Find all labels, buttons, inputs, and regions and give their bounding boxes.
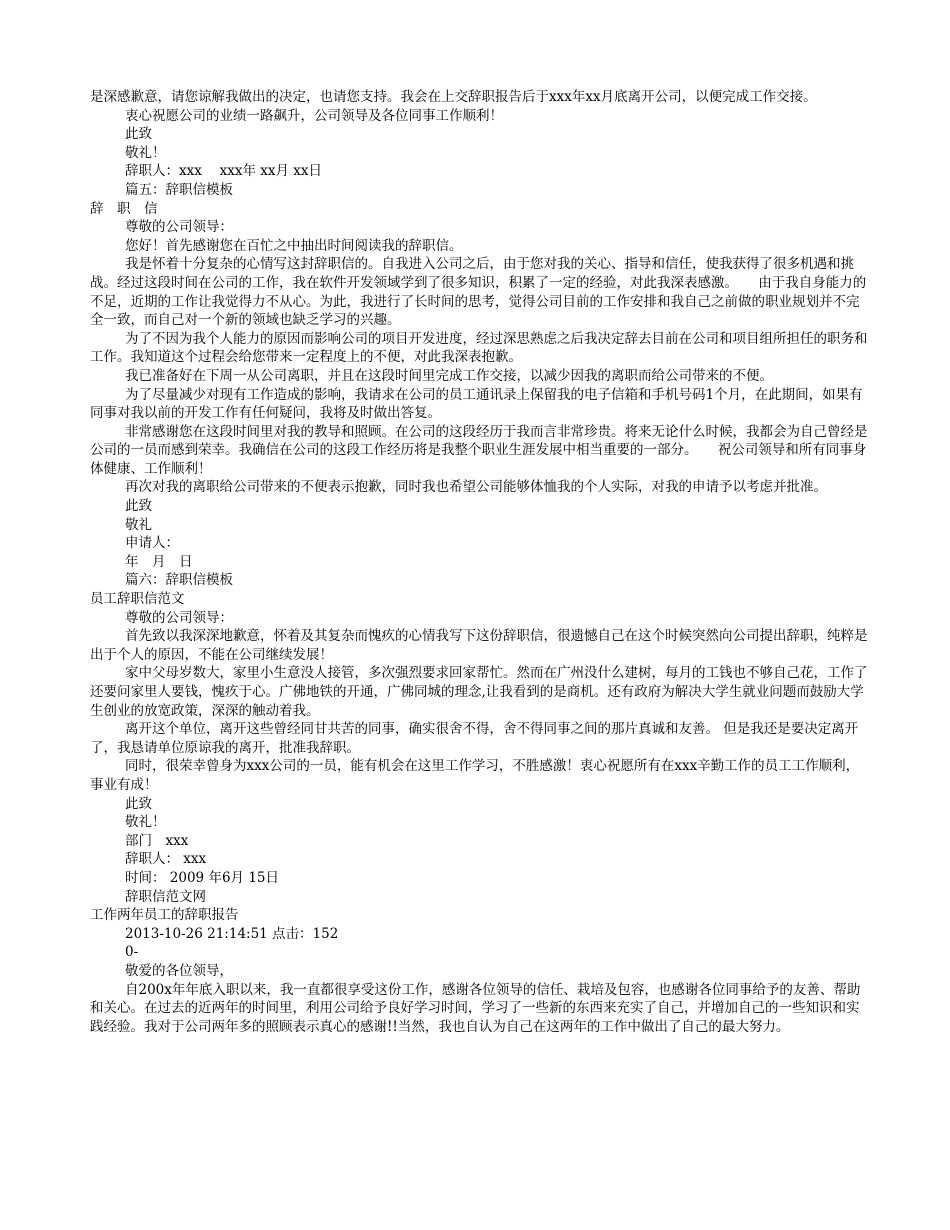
- paragraph: 工作两年员工的辞职报告: [90, 907, 239, 924]
- paragraph: 员工辞职信范文: [90, 591, 185, 608]
- paragraph: 申请人：: [125, 535, 179, 552]
- paragraph: 再次对我的离职给公司带来的不便表示抱歉，同时我也希望公司能够体恤我的个人实际，对我的申请予以考虑并批准。: [125, 479, 827, 496]
- paragraph: 为了尽量减少对现有工作造成的影响，我请求在公司的员工通讯录上保留我的电子信箱和手机号码1个月，在此期间，如果有同事对我以前的开发工作有任何疑问，我将及时做出答复。: [90, 386, 863, 422]
- paragraph: 辞 职 信: [90, 200, 158, 217]
- paragraph: 我是怀着十分复杂的心情写这封辞职信的。自我进入公司之后，由于您对我的关心、指导和信任，使我获得了很多机遇和挑战。经过这段时间在公司的工作，我在软件开发领域学到了很多知识，积累了一定的经验，对此我深表感激。 由于我自身能力的不足，近期的工作让我觉得力不从心。为此，我进行了长时间的思考，觉得公司目前的工作安排和我自己之前做的职业规划并不完全一致，而自己对一个新的领域也缺乏学习的兴趣。: [90, 256, 867, 329]
- paragraph: 我已准备好在下周一从公司离职，并且在这段时间里完成工作交接，以减少因我的离职而给公司带来的不便。: [125, 367, 773, 384]
- paragraph: 是深感歉意，请您谅解我做出的决定，也请您支持。我会在上交辞职报告后于xxx年xx月底离开公司，以便完成工作交接。: [90, 89, 817, 105]
- paragraph: 0-: [125, 944, 139, 961]
- paragraph: 首先致以我深深地歉意，怀着及其复杂而愧疚的心情我写下这份辞职信，很遗憾自己在这个时候突然向公司提出辞职，纯粹是出于个人的原因，不能在公司继续发展！: [90, 628, 868, 663]
- document-body: [90, 88, 870, 1036]
- paragraph: 辞职信范文网: [125, 888, 206, 905]
- paragraph: 年 月 日: [125, 553, 193, 570]
- paragraph: 敬礼: [125, 516, 152, 533]
- paragraph: 尊敬的公司领导：: [125, 609, 233, 626]
- paragraph: 篇五：辞职信模板: [125, 181, 233, 198]
- paragraph: 尊敬的公司领导：: [125, 219, 233, 236]
- paragraph: 此致: [125, 498, 152, 515]
- paragraph: 敬爱的各位领导，: [125, 962, 233, 979]
- paragraph: 自200x年年底入职以来，我一直都很享受这份工作，感谢各位领导的信任、栽培及包容，也感谢各位同事给予的友善、帮助和关心。在过去的近两年的时间里，利用公司给予良好学习时间，学习了一些新的东西来充实了自己，并增加自己的一些知识和实践经验。我对于公司两年多的照顾表示真心的感谢!!当然，我也自认为自己在这两年的工作中做出了自己的最大努力。: [90, 981, 861, 1035]
- paragraph: 此致: [125, 126, 152, 143]
- paragraph: 辞职人：xxx xxx年 xx月 xx日: [125, 163, 323, 180]
- paragraph: 您好！首先感谢您在百忙之中抽出时间阅读我的辞职信。: [125, 237, 463, 254]
- paragraph: 敬礼！: [125, 144, 166, 161]
- paragraph: 篇六：辞职信模板: [125, 572, 233, 589]
- paragraph: 为了不因为我个人能力的原因而影响公司的项目开发进度，经过深思熟虑之后我决定辞去目前在公司和项目组所担任的职务和工作。我知道这个过程会给您带来一定程度上的不便，对此我深表抱歉。: [90, 330, 868, 366]
- paragraph: 敬礼！: [125, 814, 166, 831]
- paragraph: 非常感谢您在这段时间里对我的教导和照顾。在公司的这段经历于我而言非常珍贵。将来无论什么时候，我都会为自己曾经是公司的一员而感到荣幸。我确信在公司的这段工作经历将是我整个职业生涯发展中相当重要的一部分。 祝公司领导和所有同事身体健康、工作顺利！: [90, 423, 868, 477]
- paragraph: 家中父母岁数大，家里小生意没人接管，多次强烈要求回家帮忙。然而在广州没什么建树，每月的工钱也不够自己花，工作了还要问家里人要钱，愧疚于心。广佛地铁的开通，广佛同城的理念,让我看到的是商机。还有政府为解决大学生就业问题而鼓励大学生创业的放宽政策，深深的触动着我。: [90, 665, 868, 719]
- paragraph: 离开这个单位，离开这些曾经同甘共苦的同事，确实很舍不得，舍不得同事之间的那片真诚和友善。 但是我还是要决定离开了，我恳请单位原谅我的离开，批准我辞职。: [90, 721, 859, 756]
- paragraph: 衷心祝愿公司的业绩一路飙升，公司领导及各位同事工作顺利！: [125, 107, 503, 124]
- paragraph: 此致: [125, 795, 152, 812]
- paragraph: 辞职人： xxx: [125, 851, 207, 868]
- paragraph: 同时，很荣幸曾身为xxx公司的一员，能有机会在这里工作学习，不胜感激！衷心祝愿所有在xxx辛勤工作的员工工作顺利，事业有成！: [90, 758, 860, 793]
- paragraph: 时间： 2009 年6月 15日: [125, 869, 279, 886]
- paragraph: 2013-10-26 21:14:51 点击：152: [125, 925, 339, 942]
- paragraph: 部门 xxx: [125, 832, 189, 849]
